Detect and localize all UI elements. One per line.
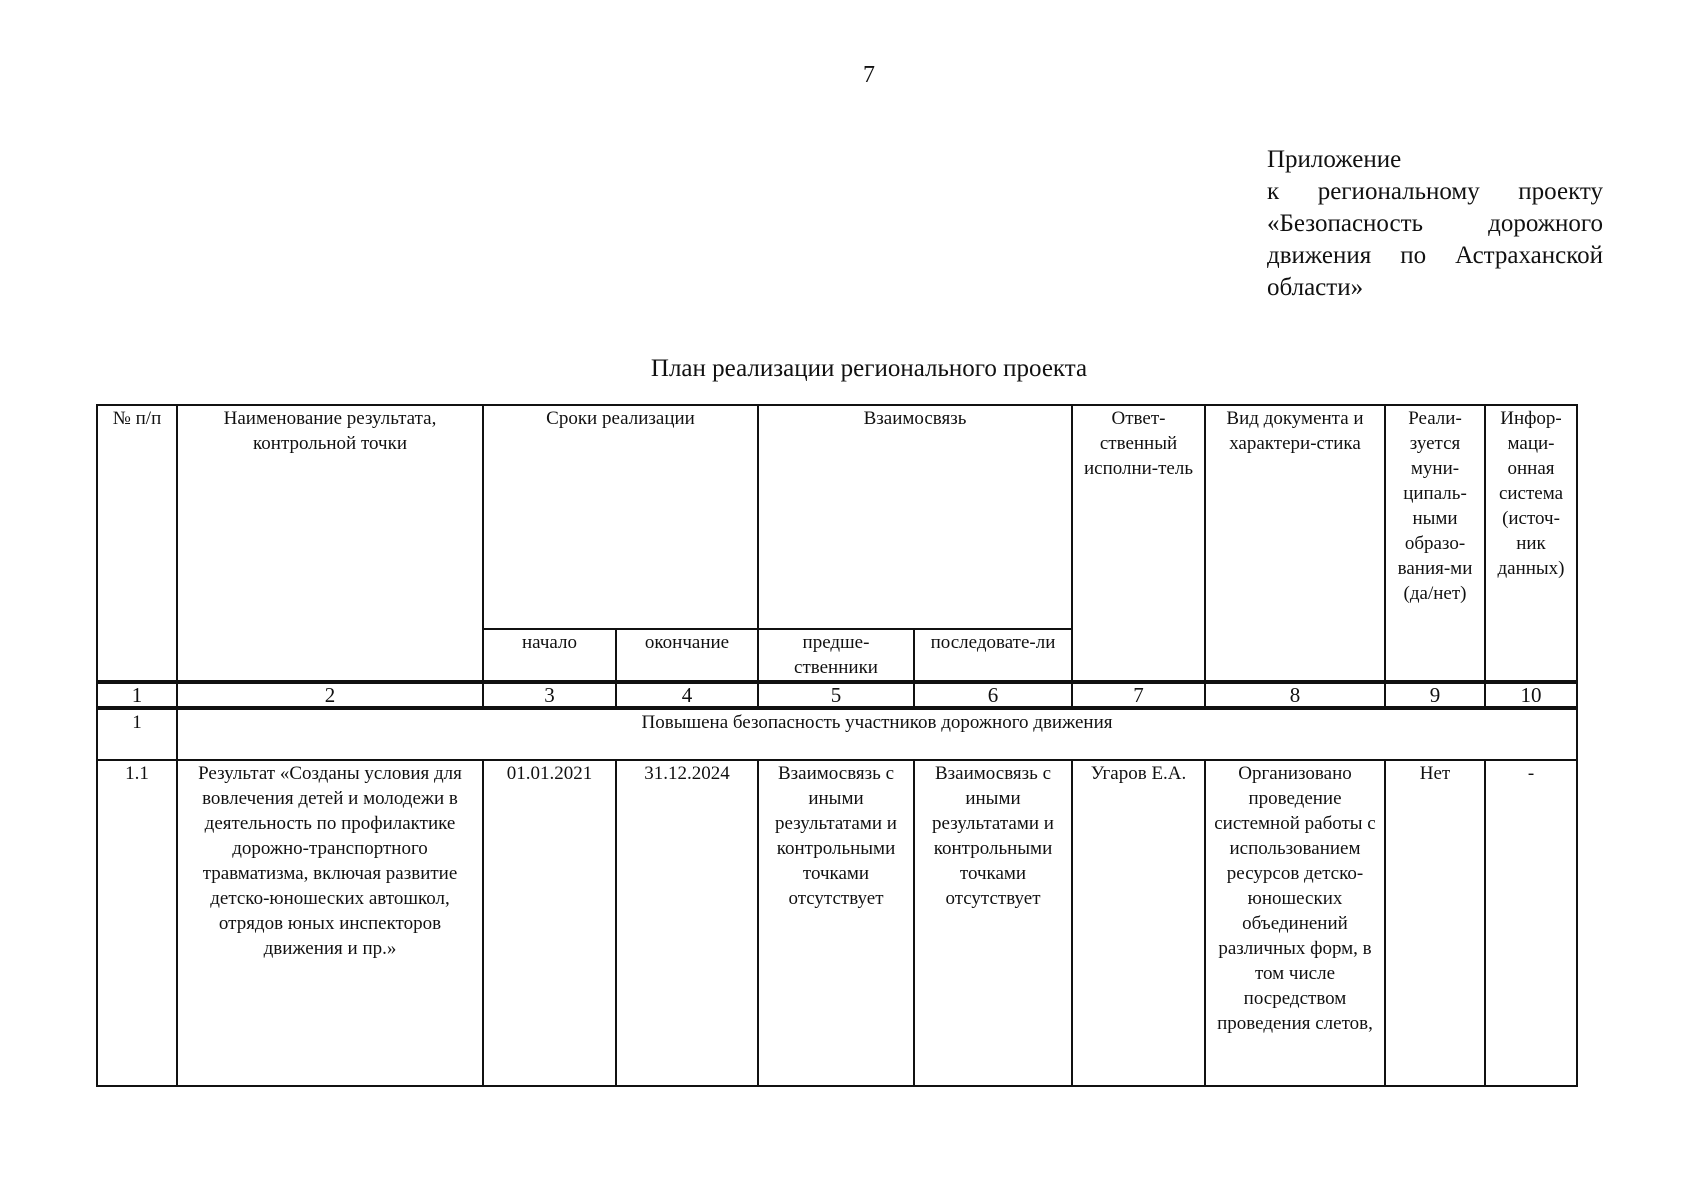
column-number: 7 <box>1072 682 1205 708</box>
row-predecessors: Взаимосвязь с иными результатами и контрольными точками отсутствует <box>758 760 914 1086</box>
header-start: начало <box>483 629 616 682</box>
row-name: Результат «Созданы условия для вовлечения детей и молодежи в деятельность по профилактике дорожно-транспортного травматизма, включая развитие детско-юношеских автошкол, отрядов юных инспекторов движения и пр.» <box>177 760 483 1086</box>
appendix-line: Приложение <box>1267 146 1402 173</box>
header-terms: Сроки реализации <box>483 405 758 629</box>
column-number: 4 <box>616 682 758 708</box>
section-num: 1 <box>97 708 177 760</box>
row-start: 01.01.2021 <box>483 760 616 1086</box>
page-number: 7 <box>863 62 875 88</box>
row-responsible: Угаров Е.А. <box>1072 760 1205 1086</box>
appendix-line: движения по Астраханской <box>1267 242 1603 269</box>
header-name: Наименование результата, контрольной точки <box>177 405 483 682</box>
column-number: 6 <box>914 682 1072 708</box>
header-doc-type: Вид документа и характери-стика <box>1205 405 1385 682</box>
header-responsible: Ответ-ственный исполни-тель <box>1072 405 1205 682</box>
appendix-line: к региональному проекту <box>1267 178 1603 205</box>
column-number: 2 <box>177 682 483 708</box>
column-number: 5 <box>758 682 914 708</box>
header-successors: последовате-ли <box>914 629 1072 682</box>
row-num: 1.1 <box>97 760 177 1086</box>
header-end: окончание <box>616 629 758 682</box>
column-number: 1 <box>97 682 177 708</box>
column-number: 10 <box>1485 682 1577 708</box>
header-num: № п/п <box>97 405 177 682</box>
appendix-line: области» <box>1267 274 1364 301</box>
row-successors: Взаимосвязь с иными результатами и контрольными точками отсутствует <box>914 760 1072 1086</box>
row-info-system: - <box>1485 760 1577 1086</box>
header-municipal: Реали-зуется муни-ципаль-ными образо-вания-ми (да/нет) <box>1385 405 1485 682</box>
table-row <box>97 760 1577 1086</box>
column-number: 9 <box>1385 682 1485 708</box>
section-title: Повышена безопасность участников дорожного движения <box>177 708 1577 760</box>
appendix-note <box>1267 144 1603 304</box>
header-predecessors: предше-ственники <box>758 629 914 682</box>
row-doc-type: Организовано проведение системной работы с использованием ресурсов детско-юношеских объединений различных форм, в том числе посредством проведения слетов, <box>1205 760 1385 1086</box>
document-title: План реализации регионального проекта <box>650 355 1088 382</box>
plan-table <box>96 404 1578 1087</box>
header-info-system: Инфор-маци-онная система (источ-ник данных) <box>1485 405 1577 682</box>
row-municipal: Нет <box>1385 760 1485 1086</box>
appendix-line: «Безопасность дорожного <box>1267 210 1603 237</box>
column-number: 8 <box>1205 682 1385 708</box>
column-number: 3 <box>483 682 616 708</box>
row-end: 31.12.2024 <box>616 760 758 1086</box>
header-link: Взаимосвязь <box>758 405 1072 629</box>
